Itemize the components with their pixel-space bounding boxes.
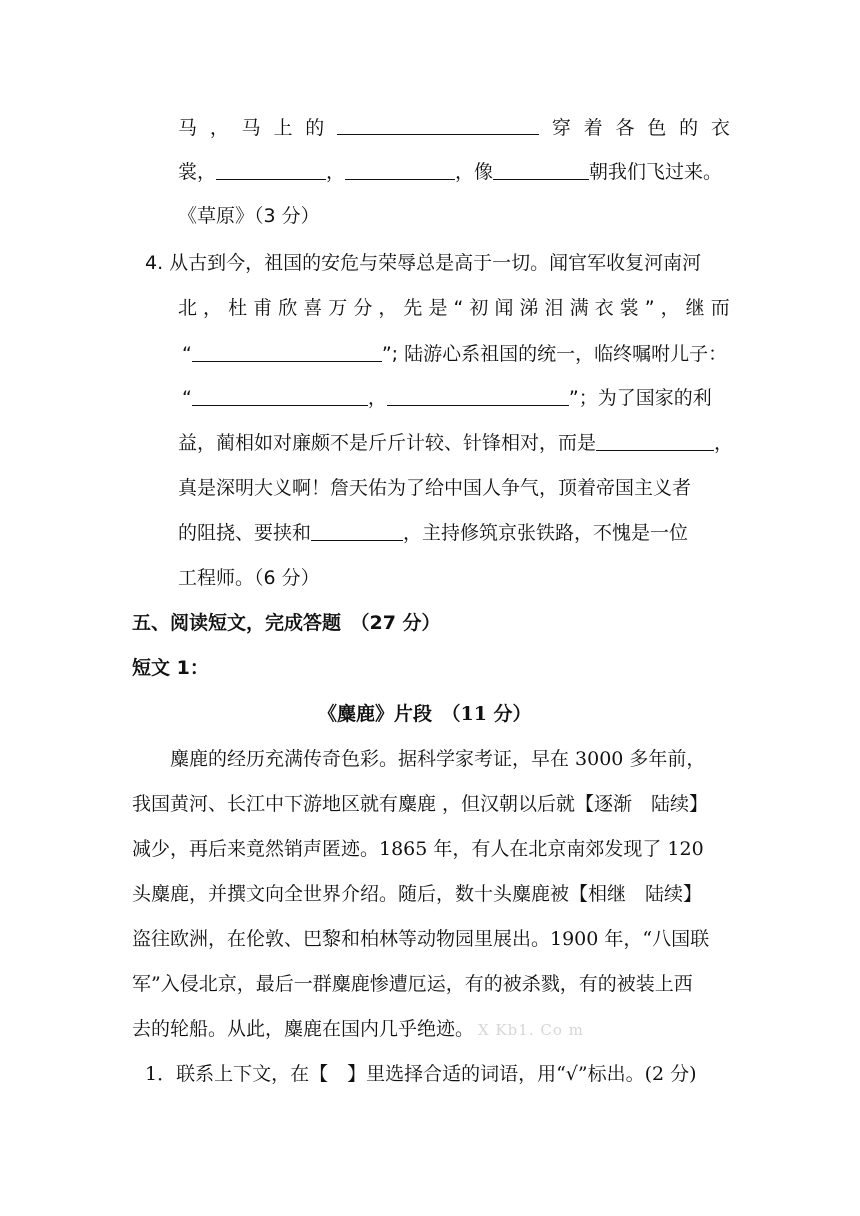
- watermark: X Kb1. Co m: [478, 1021, 584, 1039]
- answer-blank[interactable]: [311, 522, 403, 541]
- q3-char: 着: [583, 117, 603, 139]
- answer-blank[interactable]: [337, 116, 539, 135]
- passage-line: 麋鹿的经历充满传奇色彩。据科学家考证，早在 3000 多年前，: [132, 748, 706, 770]
- passage-last-line: 去的轮船。从此，麋鹿在国内几乎绝迹。 X Kb1. Co m: [132, 1018, 584, 1040]
- q3-line-2: 裳， ， ，像 朝我们飞过来。: [178, 161, 723, 183]
- passage-line: 减少，再后来竟然销声匿迹。1865 年，有人在北京南郊发现了 120: [132, 838, 704, 860]
- q4-line-2: 北 ， 杜 甫 欣 喜 万 分 ， 先 是 “ 初 闻 涕 泪 满 衣 裳 ” ， 继 而: [178, 297, 730, 319]
- q4-line-3: “ ”; 陆游心系祖国的统一，临终嘱咐儿子：: [182, 343, 728, 365]
- q4-line-5: 益，蔺相如对廉颇不是斤斤计较、针锋相对，而是 ，: [178, 432, 734, 454]
- passage-line: 头麋鹿，并撰文向全世界介绍。随后，数十头麋鹿被【相继 陆续】: [132, 883, 703, 905]
- answer-blank[interactable]: [345, 161, 455, 180]
- q3-line-1: [178, 116, 730, 140]
- passage-label: 短文 1：: [132, 657, 209, 679]
- question-1: 1．联系上下文，在【 】里选择合适的词语，用“√”标出。(2 分): [145, 1063, 697, 1085]
- q4-line-4: “ ， ”；为了国家的利: [182, 387, 712, 409]
- answer-blank[interactable]: [387, 387, 569, 406]
- q3-source: 《草原》（3 分）: [178, 205, 320, 227]
- answer-blank[interactable]: [192, 387, 368, 406]
- passage-line: 我国黄河、长江中下游地区就有麋鹿 ，但汉朝以后就【逐渐 陆续】: [132, 793, 709, 815]
- passage-title: 《麋鹿》片段 （11 分）: [318, 703, 532, 725]
- answer-blank[interactable]: [192, 343, 382, 362]
- section-heading: 五、阅读短文，完成答题 （27 分）: [132, 612, 441, 634]
- answer-blank[interactable]: [596, 432, 714, 451]
- q3-char: 上: [273, 117, 293, 139]
- q3-char: 马: [241, 117, 261, 139]
- q3-char: ，: [209, 117, 229, 139]
- q3-char: 的: [679, 117, 699, 139]
- q4-line-6: 真是深明大义啊！詹天佑为了给中国人争气，顶着帝国主义者: [178, 477, 692, 499]
- q3-char: 马: [178, 117, 198, 139]
- passage-line: 军”入侵北京，最后一群麋鹿惨遭厄运，有的被杀戮，有的被装上西: [132, 973, 693, 995]
- q4-line-1: 4. 从古到今，祖国的安危与荣辱总是高于一切。闻官军收复河南河: [145, 252, 702, 274]
- passage-line: 盗往欧洲，在伦敦、巴黎和柏林等动物园里展出。1900 年，“八国联: [132, 928, 710, 950]
- q3-char: 穿: [551, 117, 571, 139]
- q3-char: 衣: [710, 117, 730, 139]
- q3-char: 的: [305, 117, 325, 139]
- answer-blank[interactable]: [216, 161, 326, 180]
- q3-char: 各: [615, 117, 635, 139]
- q3-char: 色: [647, 117, 667, 139]
- q4-line-8: 工程师。（6 分）: [178, 567, 320, 589]
- q4-line-7: 的阻挠、要挟和 ，主持修筑京张铁路，不愧是一位: [178, 522, 689, 544]
- answer-blank[interactable]: [493, 161, 589, 180]
